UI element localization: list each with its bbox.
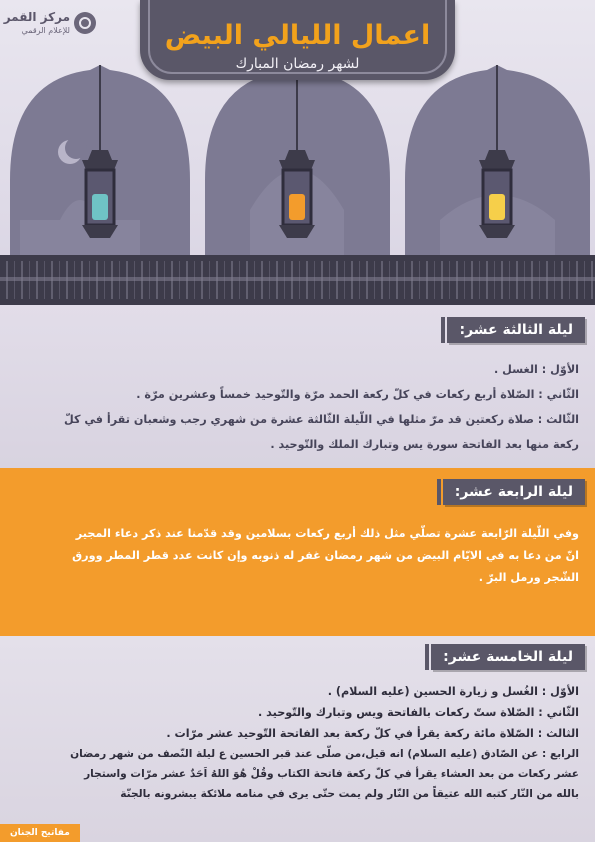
header-banner — [0, 0, 595, 305]
text-line: الثالث : الصّلاة مائة ركعة يقرأ في كلّ ركعة بعد الفاتحة التّوحيد عشر مرّات . — [166, 727, 579, 740]
logo — [3, 10, 96, 40]
section-label: ليلة الرابعة عشر: — [443, 479, 585, 505]
source-tag: مفاتيح الجنان — [0, 824, 80, 842]
text-line: انّ من دعا به في الايّام البيض من شهر رمضان غفر له ذنوبه وإن كانت عدد قطر المطر وورق — [72, 549, 579, 562]
text-line: الشّجر ورمل البرّ . — [478, 571, 579, 584]
text-line: الأوّل : الغسل . — [494, 363, 579, 376]
text-line: الرابع : عن الصّادق (عليه السلام) انه قيل،من صلّى عند قبر الحسين ع ليلة النّصف من شهر رمضان — [70, 748, 579, 760]
section-body — [16, 681, 579, 804]
text-line: الأوّل : الغُسل و زيارة الحسين (عليه السلام) . — [327, 685, 579, 698]
calligraphy-band — [0, 255, 595, 305]
section-label: ليلة الثالثة عشر: — [447, 317, 585, 343]
section-night-15 — [0, 636, 595, 842]
logo-icon — [74, 12, 96, 34]
text-line: الثّاني : الصّلاة أربع ركعات في كلّ ركعة الحمد مرّة والتّوحيد خمساً وعشرين مرّة . — [136, 388, 579, 401]
section-night-13 — [0, 305, 595, 468]
text-line: بالله من النّار كتبه الله عتيقاً من النّار ولم يمت حتّى يرى في منامه ملائكة يبشرونه بالجنّة — [120, 788, 579, 800]
page-title: اعمال الليالي البيض — [164, 20, 431, 51]
lantern-icon — [78, 150, 122, 245]
logo-tagline: للإعلام الرقمي — [21, 26, 70, 35]
title-plaque — [140, 0, 455, 80]
lantern-icon — [475, 150, 519, 245]
section-body — [16, 357, 579, 457]
section-night-14 — [0, 468, 595, 636]
text-line: ركعة منها بعد الفاتحة سورة يس وتبارك الملك والتّوحيد . — [270, 438, 579, 451]
logo-name: مركز القمر — [3, 10, 70, 24]
lantern-icon — [275, 150, 319, 245]
text-line: الثّالث : صلاة ركعتين قد مرّ مثلها في اللّيلة الثّالثة عشرة من شهري رجب وشعبان تقرأ في كلّ — [63, 413, 579, 426]
section-body — [16, 523, 579, 589]
text-line: الثّاني : الصّلاة ستّ ركعات بالفاتحة ويس وتبارك والتّوحيد . — [258, 706, 579, 719]
page-subtitle: لشهر رمضان المبارك — [235, 56, 360, 72]
text-line: وفي اللّيلة الرّابعة عشرة تصلّي مثل ذلك أربع ركعات بسلامين وقد قدّمنا عند ذكر دعاء المجير — [75, 527, 579, 540]
section-label: ليلة الخامسة عشر: — [431, 644, 585, 670]
text-line: عشر ركعات من بعد العشاء يقرأ في كلّ ركعة فاتحة الكتاب وقُلْ هُوَ اللهُ اَحَدٌ عشر مرّات واستجار — [84, 768, 579, 780]
